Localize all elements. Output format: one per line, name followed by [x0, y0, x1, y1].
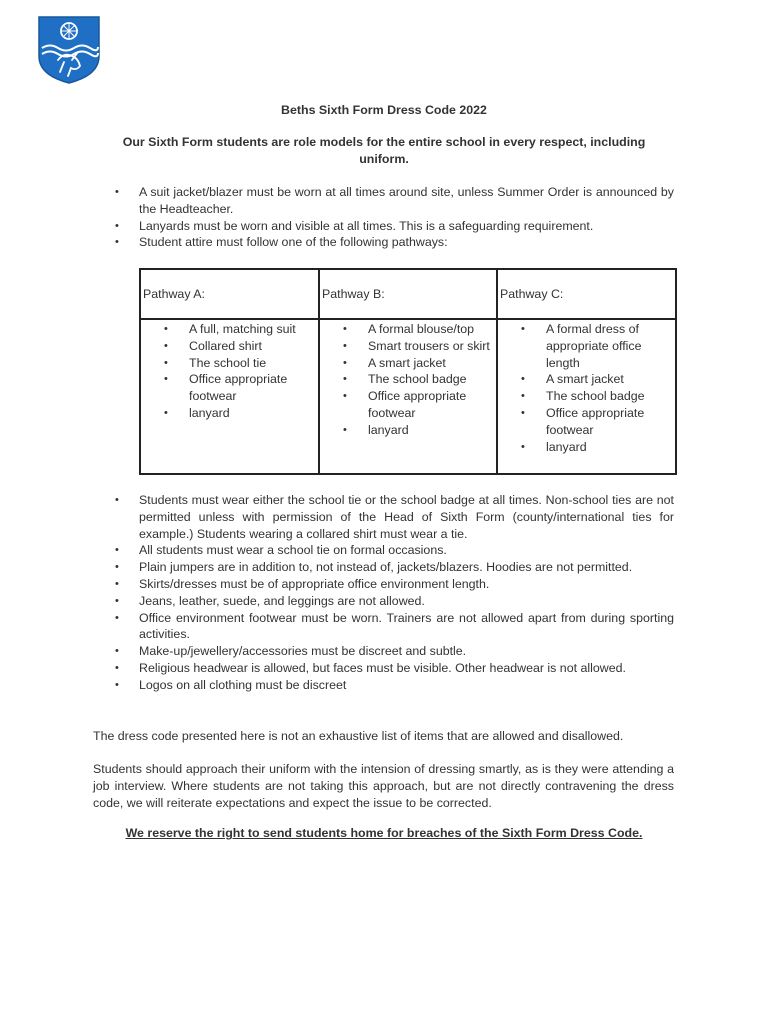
pathway-b-column: [320, 270, 498, 473]
pathway-a-heading: Pathway A:: [141, 270, 318, 320]
pathway-c-heading: Pathway C:: [498, 270, 675, 320]
closing-statement: We reserve the right to send students home for breaches of the Sixth Form Dress Code.: [125, 826, 643, 840]
list-item: • lanyard: [189, 405, 316, 422]
school-crest-icon: [38, 16, 100, 84]
list-item: • Jeans, leather, suede, and leggings are not allowed.: [139, 593, 674, 610]
school-crest-logo: [38, 16, 100, 84]
pathway-a-items: [189, 321, 316, 422]
list-item: • Religious headwear is allowed, but faces must be visible. Other headwear is not allowed.: [139, 660, 674, 677]
list-item: • The school badge: [546, 388, 673, 405]
list-item: • A smart jacket: [368, 355, 494, 372]
list-item: • Lanyards must be worn and visible at all times. This is a safeguarding requirement.: [139, 218, 674, 235]
list-item: • Logos on all clothing must be discreet: [139, 677, 674, 694]
list-item: • Students must wear either the school tie or the school badge at all times. Non-school ties are not permitted unless with permission of the Head of Sixth Form (county/international ties for example.) Students wearing a collared shirt must wear a tie.: [139, 492, 674, 542]
pathway-b-items: [368, 321, 494, 439]
list-item: • The school tie: [189, 355, 316, 372]
list-item: • Office appropriate footwear: [189, 371, 316, 405]
page-title: Beths Sixth Form Dress Code 2022: [281, 103, 487, 117]
pathway-table: [139, 268, 677, 475]
pathway-a-column: [141, 270, 320, 473]
pathway-c-column: [498, 270, 675, 473]
exhaustive-list-note: The dress code presented here is not an exhaustive list of items that are allowed and disallowed.: [93, 729, 624, 743]
list-item: • Plain jumpers are in addition to, not instead of, jackets/blazers. Hoodies are not permitted.: [139, 559, 674, 576]
list-item: • lanyard: [546, 439, 673, 456]
list-item: • Student attire must follow one of the following pathways:: [139, 234, 674, 251]
guidance-paragraph: Students should approach their uniform with the intension of dressing smartly, as is they were attending a job interview. Where students are not taking this approach, but are not directly contravening the dress code, we will reiterate expectations and expect the issue to be corrected.: [93, 762, 674, 810]
list-item: • Smart trousers or skirt: [368, 338, 494, 355]
list-item: • Office appropriate footwear: [368, 388, 494, 422]
list-item: • A suit jacket/blazer must be worn at all times around site, unless Summer Order is announced by the Headteacher.: [139, 184, 674, 218]
list-item: • A formal dress of appropriate office length: [546, 321, 673, 371]
list-item: • All students must wear a school tie on formal occasions.: [139, 542, 674, 559]
list-item: • A full, matching suit: [189, 321, 316, 338]
list-item: • Office appropriate footwear: [546, 405, 673, 439]
list-item: • Make-up/jewellery/accessories must be discreet and subtle.: [139, 643, 674, 660]
list-item: • Collared shirt: [189, 338, 316, 355]
list-item: • Skirts/dresses must be of appropriate office environment length.: [139, 576, 674, 593]
list-item: • lanyard: [368, 422, 494, 439]
top-rules-list: [139, 184, 674, 251]
intro-statement: Our Sixth Form students are role models for the entire school in every respect, including uniform.: [122, 135, 646, 166]
pathway-b-heading: Pathway B:: [320, 270, 496, 320]
list-item: • The school badge: [368, 371, 494, 388]
bottom-rules-list: [139, 492, 674, 694]
pathway-c-items: [546, 321, 673, 455]
list-item: • Office environment footwear must be worn. Trainers are not allowed apart from during sporting activities.: [139, 610, 674, 644]
list-item: • A formal blouse/top: [368, 321, 494, 338]
list-item: • A smart jacket: [546, 371, 673, 388]
